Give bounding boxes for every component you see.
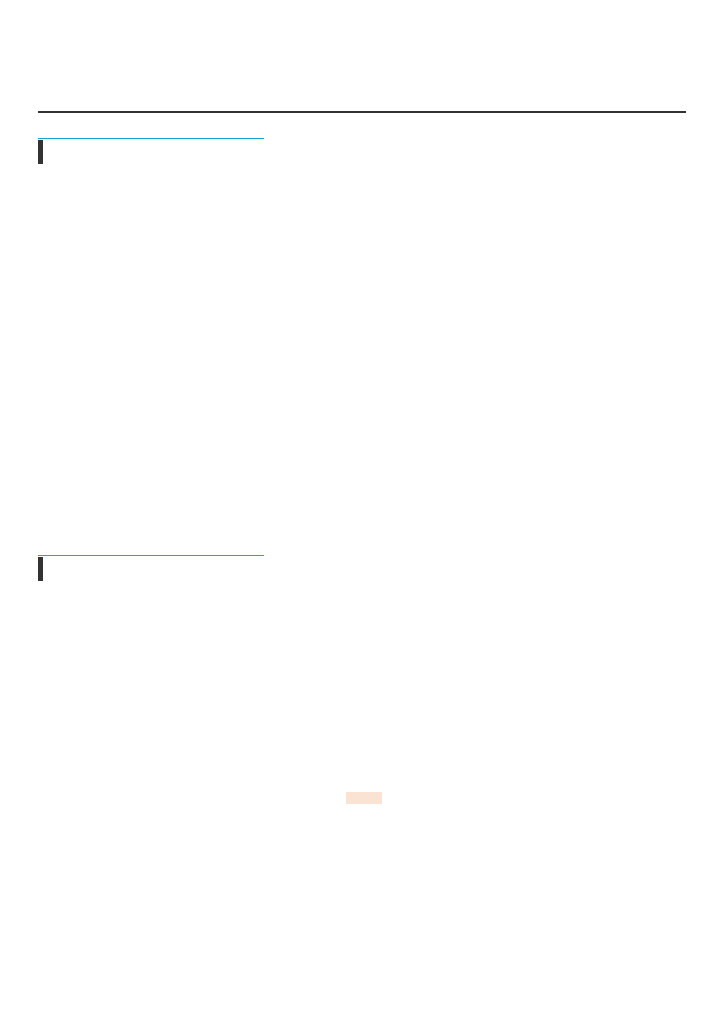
legend-swatch [346,792,382,804]
